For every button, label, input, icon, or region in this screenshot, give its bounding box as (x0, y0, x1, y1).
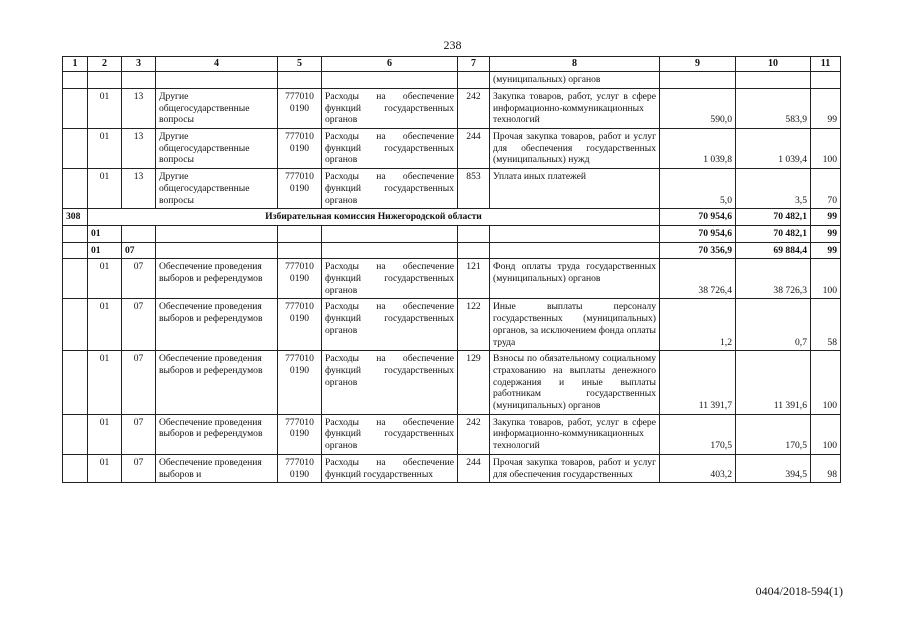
empty-cell (736, 72, 811, 89)
continuation-row (63, 72, 841, 89)
cell-c7: 121 (458, 259, 490, 299)
empty-cell (63, 72, 88, 89)
cell-c9: 1 039,8 (660, 129, 736, 169)
cell-c2: 01 (88, 169, 122, 209)
cell-c7: 242 (458, 88, 490, 128)
column-header-9: 9 (660, 57, 736, 72)
cell-c6: Расходы на обеспечение функций государственных органов (322, 88, 458, 128)
cell-c11: 100 (811, 129, 841, 169)
cell-c10: 70 482,1 (736, 209, 811, 226)
column-header-8: 8 (490, 57, 660, 72)
cell-c10: 170,5 (736, 414, 811, 454)
cell-c5: 777010 0190 (278, 351, 322, 415)
empty-cell (156, 225, 278, 242)
empty-cell (458, 242, 490, 259)
cell-c3: 07 (122, 299, 156, 351)
cell-c9: 11 391,7 (660, 351, 736, 415)
cell-c9: 70 954,6 (660, 225, 736, 242)
cell-c3: 07 (122, 454, 156, 482)
cell-c1 (63, 259, 88, 299)
cell-c4: Другие общегосударственные вопросы (156, 129, 278, 169)
cell-c11: 99 (811, 225, 841, 242)
cell-c8: Уплата иных платежей (490, 169, 660, 209)
cell-c10: 583,9 (736, 88, 811, 128)
empty-cell (63, 242, 88, 259)
cell-c5: 777010 0190 (278, 169, 322, 209)
cell-c2: 01 (88, 242, 122, 259)
cell-c10: 11 391,6 (736, 351, 811, 415)
cell-c9: 590,0 (660, 88, 736, 128)
footer-code: 0404/2018-594(1) (755, 584, 843, 598)
empty-cell (458, 72, 490, 89)
cell-c10: 394,5 (736, 454, 811, 482)
cell-c8: Прочая закупка товаров, работ и услуг для обеспечения государственных (490, 454, 660, 482)
column-header-1: 1 (63, 57, 88, 72)
cell-c8: Фонд оплаты труда государственных (муниципальных) органов (490, 259, 660, 299)
cell-c11: 99 (811, 209, 841, 226)
cell-c10: 70 482,1 (736, 225, 811, 242)
cell-c2: 01 (88, 129, 122, 169)
cell-c1 (63, 129, 88, 169)
empty-cell (156, 242, 278, 259)
cell-c5: 777010 0190 (278, 299, 322, 351)
cell-c10: 3,5 (736, 169, 811, 209)
cell-c8: Взносы по обязательному социальному страхованию на выплаты денежного содержания и иные выплаты работникам государственных (муниципальных) органов (490, 351, 660, 415)
cell-c8: Закупка товаров, работ, услуг в сфере информационно-коммуникационных технологий (490, 414, 660, 454)
column-header-5: 5 (278, 57, 322, 72)
cell-c1 (63, 169, 88, 209)
empty-cell (156, 72, 278, 89)
cell-c11: 99 (811, 88, 841, 128)
table-row (63, 454, 841, 482)
cell-c9: 38 726,4 (660, 259, 736, 299)
header-row (63, 57, 841, 72)
cell-c5: 777010 0190 (278, 454, 322, 482)
empty-cell (490, 225, 660, 242)
empty-cell (278, 72, 322, 89)
cell-c6: Расходы на обеспечение функций государственных органов (322, 169, 458, 209)
cell-c1 (63, 414, 88, 454)
cell-c9: 70 954,6 (660, 209, 736, 226)
cell-c7: 122 (458, 299, 490, 351)
cell-c9: 1,2 (660, 299, 736, 351)
cell-c3: 07 (122, 242, 156, 259)
cell-c4: Обеспечение проведения выборов и референдумов (156, 351, 278, 415)
cell-c3: 07 (122, 414, 156, 454)
cell-c6: Расходы на обеспечение функций государственных органов (322, 259, 458, 299)
empty-cell (458, 225, 490, 242)
cell-c8: Иные выплаты персоналу государственных (муниципальных) органов, за исключением фонда оплаты труда (490, 299, 660, 351)
cell-c1 (63, 88, 88, 128)
empty-cell (322, 242, 458, 259)
column-header-11: 11 (811, 57, 841, 72)
cell-c1 (63, 351, 88, 415)
cell-c2: 01 (88, 454, 122, 482)
section-total-row (63, 225, 841, 242)
cell-c6: Расходы на обеспечение функций государственных (322, 454, 458, 482)
cell-c4: Другие общегосударственные вопросы (156, 88, 278, 128)
cell-c5: 777010 0190 (278, 129, 322, 169)
empty-cell (660, 72, 736, 89)
cell-c2: 01 (88, 88, 122, 128)
empty-cell (490, 242, 660, 259)
table-row (63, 129, 841, 169)
empty-cell (322, 225, 458, 242)
cell-c9: 403,2 (660, 454, 736, 482)
cell-c11: 70 (811, 169, 841, 209)
cell-c5: 777010 0190 (278, 414, 322, 454)
cell-c1 (63, 299, 88, 351)
table-row (63, 351, 841, 415)
cell-c7: 853 (458, 169, 490, 209)
cell-c10: 38 726,3 (736, 259, 811, 299)
section-total-row (63, 242, 841, 259)
table-body (63, 72, 841, 483)
cell-c8: (муниципальных) органов (490, 72, 660, 89)
cell-c4: Обеспечение проведения выборов и (156, 454, 278, 482)
cell-c4: Обеспечение проведения выборов и референдумов (156, 259, 278, 299)
cell-c7: 129 (458, 351, 490, 415)
column-header-10: 10 (736, 57, 811, 72)
cell-c3: 07 (122, 259, 156, 299)
cell-c3: 13 (122, 129, 156, 169)
cell-c10: 1 039,4 (736, 129, 811, 169)
column-header-4: 4 (156, 57, 278, 72)
page-number: 238 (443, 38, 462, 52)
cell-c6: Расходы на обеспечение функций государственных органов (322, 129, 458, 169)
cell-c8: Закупка товаров, работ, услуг в сфере информационно-коммуникационных технологий (490, 88, 660, 128)
cell-c3: 07 (122, 351, 156, 415)
column-header-6: 6 (322, 57, 458, 72)
cell-c5: 777010 0190 (278, 259, 322, 299)
table-row (63, 299, 841, 351)
column-header-7: 7 (458, 57, 490, 72)
cell-c4: Обеспечение проведения выборов и референдумов (156, 299, 278, 351)
cell-c8: Прочая закупка товаров, работ и услуг для обеспечения государственных (муниципальных) нужд (490, 129, 660, 169)
cell-c9: 170,5 (660, 414, 736, 454)
cell-title: Избирательная комиссия Нижегородской области (88, 209, 660, 226)
cell-c3: 13 (122, 88, 156, 128)
table-row (63, 88, 841, 128)
cell-c2: 01 (88, 299, 122, 351)
empty-cell (811, 72, 841, 89)
budget-table (62, 56, 841, 483)
cell-c9: 70 356,9 (660, 242, 736, 259)
cell-c11: 58 (811, 299, 841, 351)
organization-row (63, 209, 841, 226)
cell-c2: 01 (88, 225, 122, 242)
empty-cell (278, 225, 322, 242)
empty-cell (322, 72, 458, 89)
empty-cell (88, 72, 122, 89)
cell-c7: 242 (458, 414, 490, 454)
table-row (63, 414, 841, 454)
cell-c6: Расходы на обеспечение функций государственных органов (322, 414, 458, 454)
cell-c2: 01 (88, 259, 122, 299)
table-row (63, 169, 841, 209)
cell-c6: Расходы на обеспечение функций государственных органов (322, 299, 458, 351)
table-row (63, 259, 841, 299)
cell-c2: 01 (88, 351, 122, 415)
cell-c5: 777010 0190 (278, 88, 322, 128)
cell-c1 (63, 454, 88, 482)
cell-c7: 244 (458, 129, 490, 169)
column-header-3: 3 (122, 57, 156, 72)
cell-c7: 244 (458, 454, 490, 482)
cell-c4: Обеспечение проведения выборов и референдумов (156, 414, 278, 454)
cell-c11: 98 (811, 454, 841, 482)
cell-c3: 13 (122, 169, 156, 209)
cell-c11: 99 (811, 242, 841, 259)
cell-c4: Другие общегосударственные вопросы (156, 169, 278, 209)
column-header-2: 2 (88, 57, 122, 72)
cell-c2: 01 (88, 414, 122, 454)
cell-c10: 69 884,4 (736, 242, 811, 259)
empty-cell (63, 225, 88, 242)
cell-c6: Расходы на обеспечение функций государственных органов (322, 351, 458, 415)
cell-c11: 100 (811, 259, 841, 299)
cell-c11: 100 (811, 351, 841, 415)
cell-c11: 100 (811, 414, 841, 454)
cell-c9: 5,0 (660, 169, 736, 209)
empty-cell (122, 72, 156, 89)
cell-c10: 0,7 (736, 299, 811, 351)
cell-c1: 308 (63, 209, 88, 226)
empty-cell (278, 242, 322, 259)
cell-c3 (122, 225, 156, 242)
